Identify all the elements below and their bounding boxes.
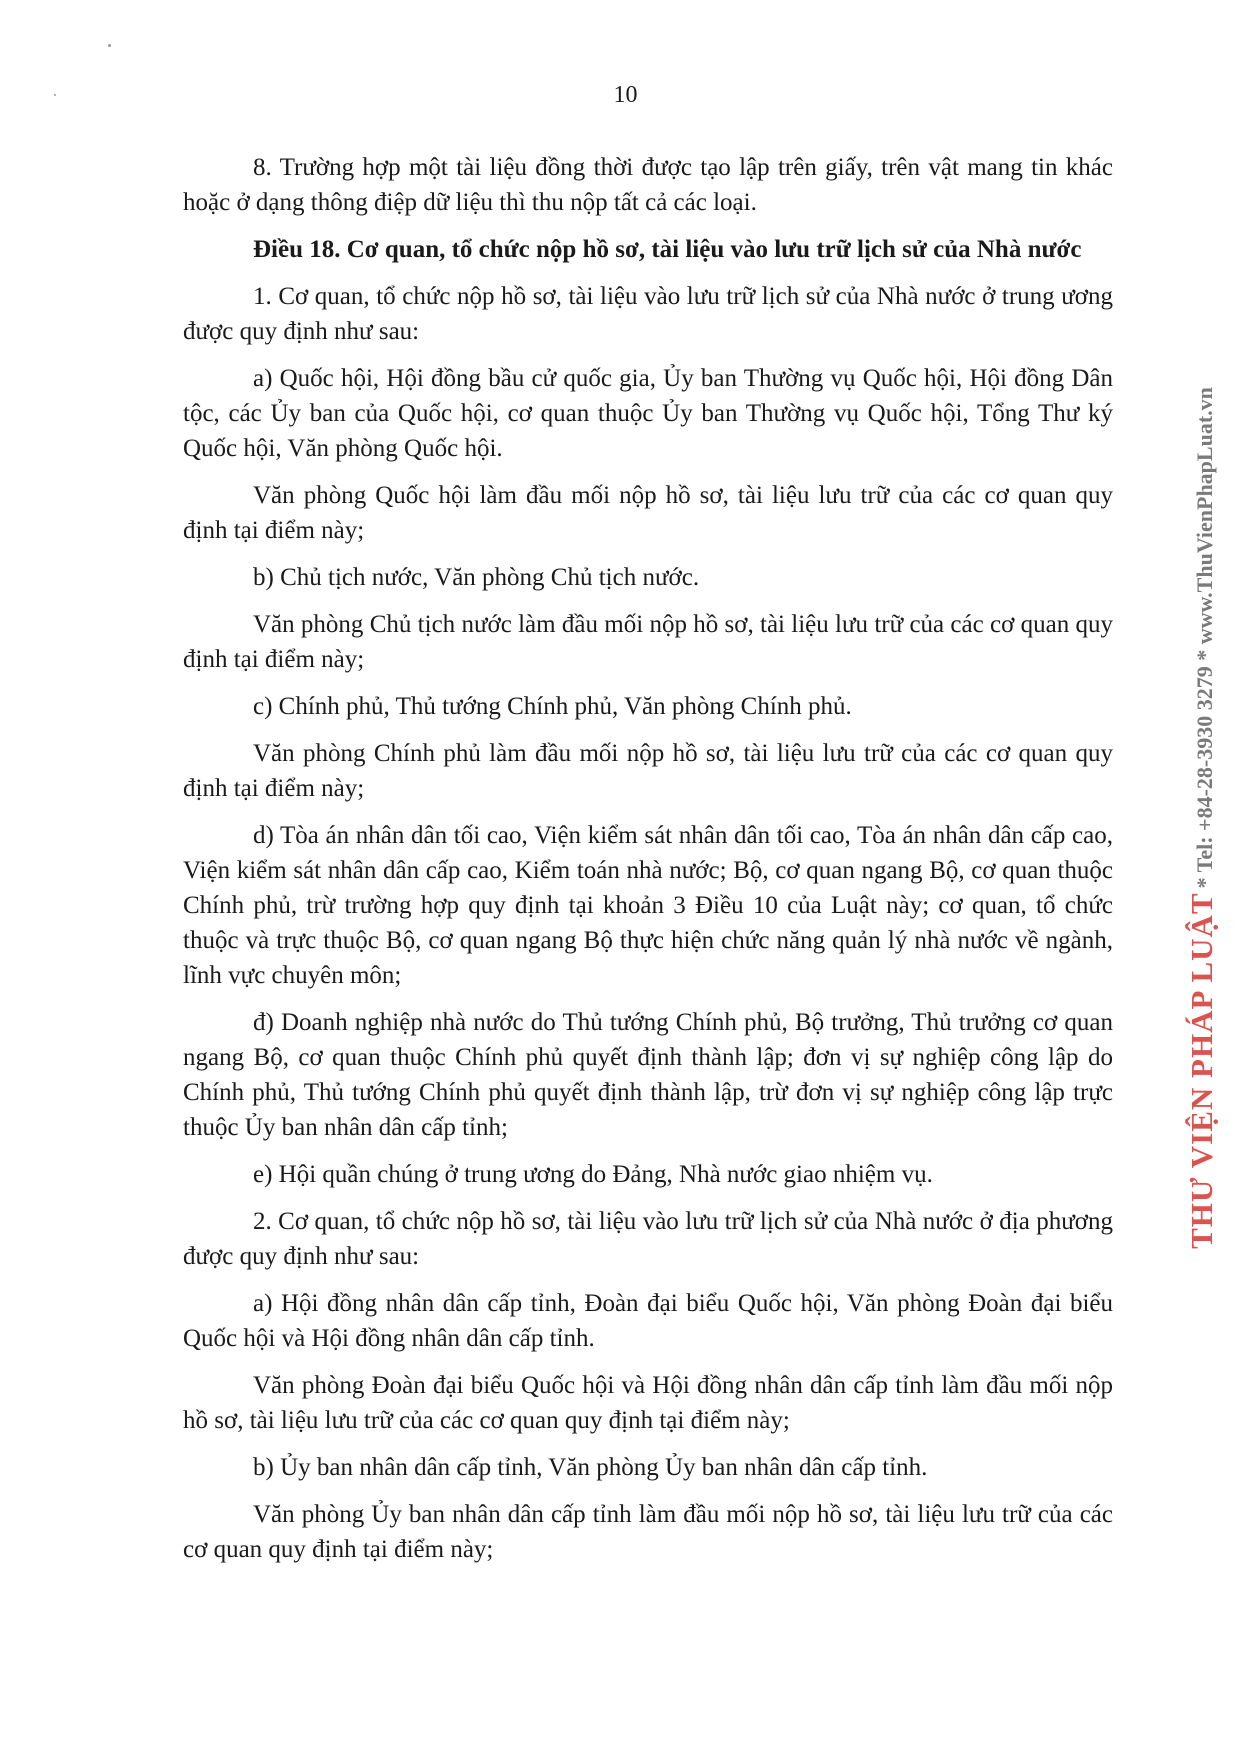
paragraph-clause-1: 1. Cơ quan, tổ chức nộp hồ sơ, tài liệu vào lưu trữ lịch sử của Nhà nước ở trung ương được quy định như sau:	[183, 283, 1113, 345]
paragraph-local-point-b: b) Ủy ban nhân dân cấp tỉnh, Văn phòng Ủy ban nhân dân cấp tỉnh.	[253, 1454, 928, 1481]
paragraph-point-dd: đ) Doanh nghiệp nhà nước do Thủ tướng Chính phủ, Bộ trưởng, Thủ trưởng cơ quan ngang Bộ, cơ quan thuộc Chính phủ quyết định thành lập; đơn vị sự nghiệp công lập do Chính phủ, Thủ tướng Chính phủ quyết định thành lập, trừ đơn vị sự nghiệp công lập trực thuộc Ủy ban nhân dân cấp tỉnh;	[183, 1009, 1113, 1141]
paragraph-local-point-a: a) Hội đồng nhân dân cấp tỉnh, Đoàn đại biểu Quốc hội, Văn phòng Đoàn đại biểu Quốc hội và Hội đồng nhân dân cấp tỉnh.	[183, 1290, 1113, 1352]
paragraph-point-a: a) Quốc hội, Hội đồng bầu cử quốc gia, Ủy ban Thường vụ Quốc hội, Hội đồng Dân tộc, các Ủy ban của Quốc hội, cơ quan thuộc Ủy ban Thường vụ Quốc hội, Tổng Thư ký Quốc hội, Văn phòng Quốc hội.	[183, 365, 1113, 462]
watermark-contact: * Tel: +84-28-3930 3279 * www.ThuVienPhapLuat.vn	[1192, 387, 1217, 889]
paragraph-point-b-note: Văn phòng Chủ tịch nước làm đầu mối nộp hồ sơ, tài liệu lưu trữ của các cơ quan quy định tại điểm này;	[183, 611, 1113, 673]
side-watermark	[1182, 268, 1222, 1368]
page-number: 10	[613, 82, 638, 108]
paragraph-clause-8: 8. Trường hợp một tài liệu đồng thời được tạo lập trên giấy, trên vật mang tin khác hoặc ở dạng thông điệp dữ liệu thì thu nộp tất cả các loại.	[183, 154, 1113, 216]
scan-speck	[108, 44, 111, 47]
watermark-brand: THƯ VIỆN PHÁP LUẬT	[1184, 892, 1219, 1249]
article-18-heading: Điều 18. Cơ quan, tổ chức nộp hồ sơ, tài liệu vào lưu trữ lịch sử của Nhà nước	[253, 236, 1082, 263]
paragraph-local-point-a-note: Văn phòng Đoàn đại biểu Quốc hội và Hội đồng nhân dân cấp tỉnh làm đầu mối nộp hồ sơ, tài liệu lưu trữ của các cơ quan quy định tại điểm này;	[183, 1372, 1113, 1434]
paragraph-point-c-note: Văn phòng Chính phủ làm đầu mối nộp hồ sơ, tài liệu lưu trữ của các cơ quan quy định tại điểm này;	[183, 740, 1113, 802]
paragraph-point-d: d) Tòa án nhân dân tối cao, Viện kiểm sát nhân dân tối cao, Tòa án nhân dân cấp cao, Viện kiểm sát nhân dân cấp cao, Kiểm toán nhà nước; Bộ, cơ quan ngang Bộ, cơ quan thuộc Chính phủ, trừ trường hợp quy định tại khoản 3 Điều 10 của Luật này; cơ quan, tổ chức thuộc và trực thuộc Bộ, cơ quan ngang Bộ thực hiện chức năng quản lý nhà nước về ngành, lĩnh vực chuyên môn;	[183, 822, 1113, 989]
paragraph-local-point-b-note: Văn phòng Ủy ban nhân dân cấp tỉnh làm đầu mối nộp hồ sơ, tài liệu lưu trữ của các cơ quan quy định tại điểm này;	[183, 1501, 1113, 1563]
paragraph-point-a-note: Văn phòng Quốc hội làm đầu mối nộp hồ sơ, tài liệu lưu trữ của các cơ quan quy định tại điểm này;	[183, 482, 1113, 544]
paragraph-point-c: c) Chính phủ, Thủ tướng Chính phủ, Văn phòng Chính phủ.	[253, 693, 852, 720]
document-body	[183, 150, 1113, 1567]
paragraph-clause-2: 2. Cơ quan, tổ chức nộp hồ sơ, tài liệu vào lưu trữ lịch sử của Nhà nước ở địa phương được quy định như sau:	[183, 1208, 1113, 1270]
paragraph-point-e: e) Hội quần chúng ở trung ương do Đảng, Nhà nước giao nhiệm vụ.	[253, 1161, 933, 1188]
paragraph-point-b: b) Chủ tịch nước, Văn phòng Chủ tịch nước.	[253, 564, 700, 591]
